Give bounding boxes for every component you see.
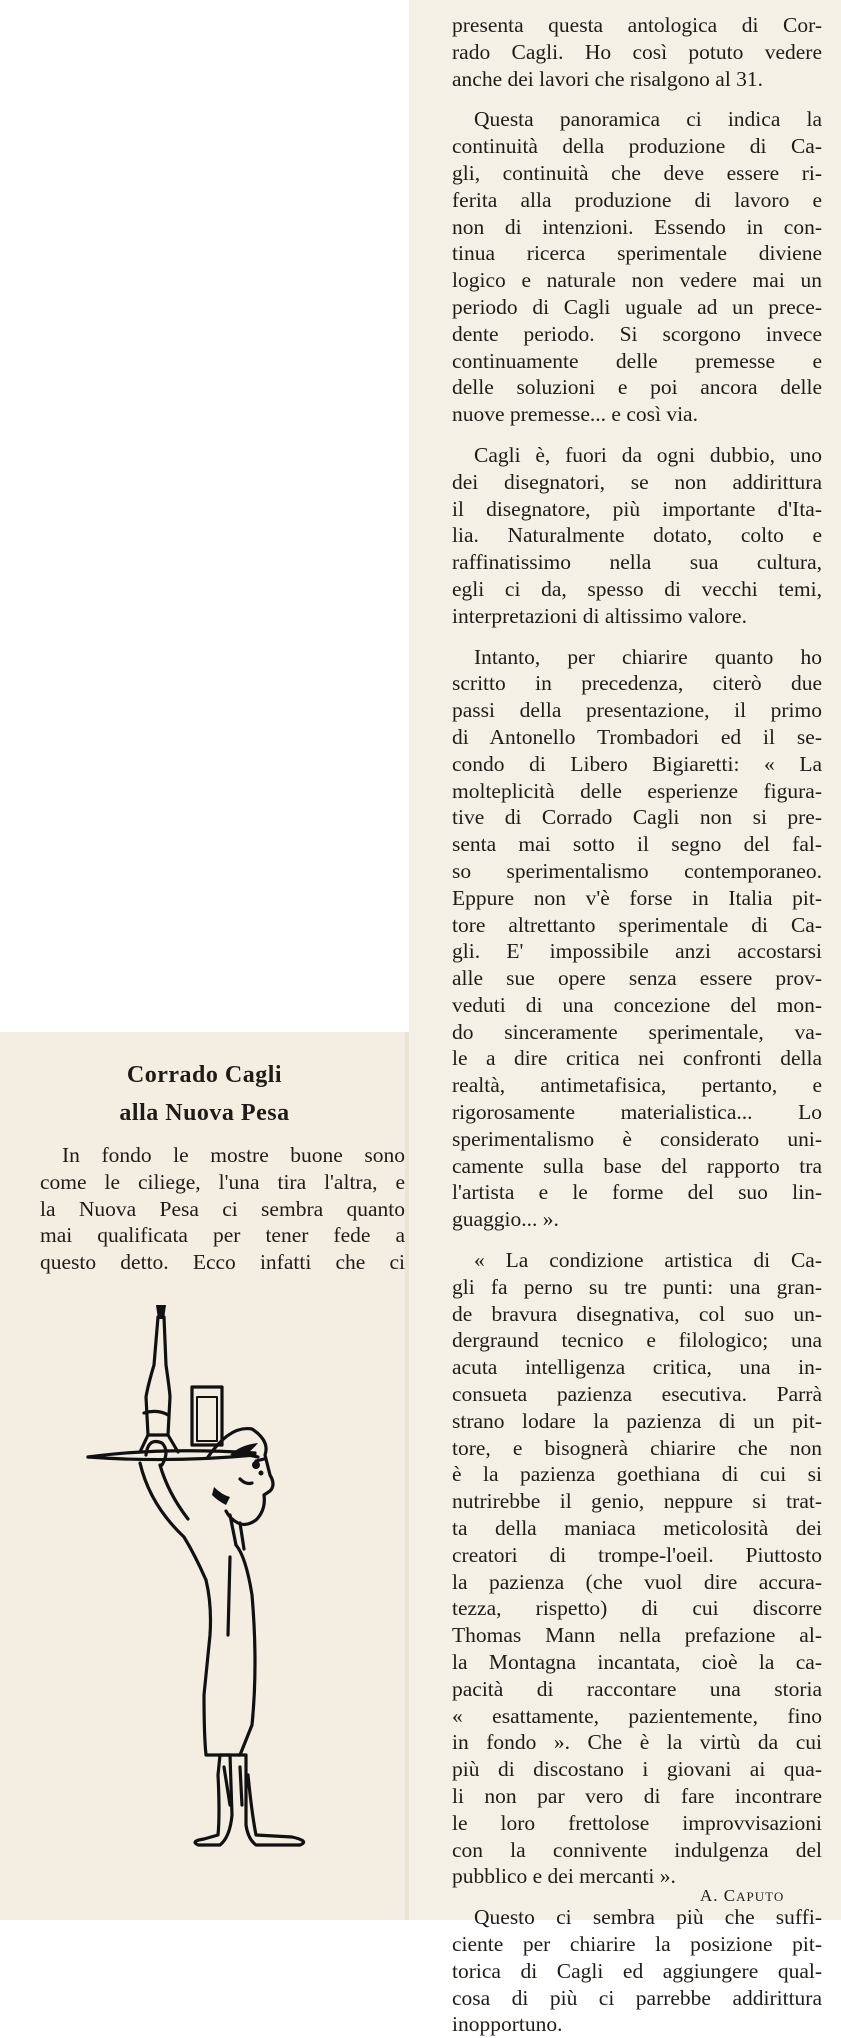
body-line: le a dire critica nei confronti della [452,1046,822,1071]
body-line: tinua ricerca sperimentale diviene [452,241,822,266]
body-line: rado Cagli. Ho così potuto vedere [452,39,822,64]
body-line: Questo ci sembra più che suffi- [474,1905,822,1930]
body-line: consueta pazienza esecutiva. Parrà [452,1382,822,1407]
body-line: inopportuno. [452,2012,563,2037]
body-line: tezza, rispetto) di cui discorre [452,1596,822,1621]
intro-line: In fondo le mostre buone sono [62,1143,405,1167]
article-title-line-2: alla Nuova Pesa [119,1100,290,1126]
body-line: condo di Libero Bigiaretti: « La [452,751,822,776]
clipping-edge [405,1032,409,1920]
body-line: alle sue opere senza essere prov- [452,966,822,991]
body-line: ta della maniaca meticolosità dei [452,1516,822,1541]
article-title-line-1: Corrado Cagli [126,1062,283,1088]
body-line: nuove premesse... e così via. [452,402,698,427]
body-line: dente periodo. Si scorgono invece [452,321,822,346]
body-line: veduti di una concezione del mon- [452,992,822,1017]
waiter-illustration [80,1305,340,1885]
intro-paragraph [40,1142,405,1276]
body-line: con la connivente indulgenza del [452,1837,822,1862]
article-body [452,12,822,2038]
body-line: acuta intelligenza critica, una in- [452,1355,822,1380]
body-line: ferita alla produzione di lavoro e [452,187,822,212]
body-paragraph [452,12,822,92]
body-line: egli ci da, spesso di vecchi temi, [452,576,822,601]
body-line: ciente per chiarire la posizione pit- [452,1931,822,1956]
author-signature: A. CAPUTO [700,1886,785,1905]
body-line: camente sulla base del rapporto tra [452,1153,822,1178]
body-line: l'artista e le forme del suo lin- [452,1180,822,1205]
body-line: non di intenzioni. Essendo in con- [452,214,822,239]
body-line: la pazienza (che vuol dire accura- [452,1569,822,1594]
body-paragraph [452,1247,822,1890]
body-line: tive di Corrado Cagli non si pre- [452,805,822,830]
body-line: passi della presentazione, il primo [452,698,822,723]
body-line: Cagli è, fuori da ogni dubbio, uno [474,442,822,467]
body-line: nutrirebbe il genio, neppure si trat- [452,1489,822,1514]
body-line: dergraund tecnico e filologico; una [452,1328,822,1353]
body-line: lia. Naturalmente dotato, colto e [452,523,822,548]
body-line: strano lodare la pazienza di un pit- [452,1408,822,1433]
body-line: rigorosamente materialistica... Lo [452,1100,822,1125]
body-paragraph [452,106,822,428]
body-line: torica di Cagli ed aggiungere qual- [452,1958,822,1983]
body-line: in fondo ». Che è la virtù da cui [452,1730,822,1755]
body-line: li non par vero di fare incontrare [452,1784,822,1808]
intro-line: questo detto. Ecco infatti che ci [40,1250,405,1275]
intro-line: come le ciliege, l'una tira l'altra, e [40,1169,405,1194]
body-line: molteplicità delle esperienze figura- [452,778,822,803]
body-line: pubblico e dei mercanti ». [452,1864,676,1889]
body-line: Thomas Mann nella prefazione al- [452,1623,822,1648]
body-line: periodo di Cagli uguale ad un prece- [452,294,822,319]
body-line: gli. E' impossibile anzi accostarsi [452,939,822,964]
body-paragraph [452,442,822,630]
body-line: de bravura disegnativa, col suo un- [452,1301,822,1326]
body-line: continuità della produzione di Ca- [452,134,822,159]
body-line: so sperimentalismo contemporaneo. [452,858,822,883]
body-line: guaggio... ». [452,1207,559,1232]
body-line: « La condizione artistica di Ca- [474,1248,822,1273]
body-line: sperimentalismo è considerato uni- [452,1126,822,1151]
body-line: « esattamente, pazientemente, fino [452,1703,822,1728]
body-line: tore altrettanto sperimentale di Ca- [452,912,822,937]
body-line: di Antonello Trombadori ed il se- [452,724,822,749]
body-line: raffinatissimo nella sua cultura, [452,550,822,575]
body-line: cosa di più ci parrebbe addirittura [452,1985,822,2010]
body-paragraph [452,1904,822,2038]
body-line: do sinceramente sperimentale, va- [452,1019,822,1044]
body-line: logico e naturale non vedere mai un [452,268,822,293]
intro-line: mai qualificata per tener fede a [40,1223,405,1248]
body-line: la Montagna incantata, cioè la ca- [452,1650,822,1675]
body-line: è la pazienza goethiana di cui si [452,1462,822,1487]
body-line: scritto in precedenza, citerò due [452,671,822,696]
body-line: presenta questa antologica di Cor- [452,13,822,37]
body-line: Questa panoramica ci indica la [474,107,822,132]
body-line: tore, e bisognerà chiarire che non [452,1435,822,1460]
body-line: interpretazioni di altissimo valore. [452,603,747,628]
intro-line: la Nuova Pesa ci sembra quanto [40,1196,405,1221]
body-paragraph [452,644,822,1234]
body-line: realtà, antimetafisica, pertanto, e [452,1073,822,1098]
body-line: gli, continuità che deve essere ri- [452,160,822,185]
body-line: senta mai sotto il segno del fal- [452,832,822,857]
body-line: il disegnatore, più importante d'Ita- [452,496,822,521]
body-line: dei disegnatori, se non addirittura [452,469,822,494]
body-line: le loro frettolose improvvisazioni [452,1810,822,1835]
body-line: Eppure non v'è forse in Italia pit- [452,885,822,910]
body-line: pacità di raccontare una storia [452,1676,822,1701]
body-line: delle soluzioni e poi ancora delle [452,375,822,400]
body-line: anche dei lavori che risalgono al 31. [452,66,764,91]
body-line: Intanto, per chiarire quanto ho [474,644,822,669]
body-line: creatori di trompe-l'oeil. Piuttosto [452,1542,822,1567]
body-line: gli fa perno su tre punti: una gran- [452,1274,822,1299]
body-line: continuamente delle premesse e [452,348,822,373]
body-line: più di discostano i giovani ai qua- [452,1757,822,1782]
